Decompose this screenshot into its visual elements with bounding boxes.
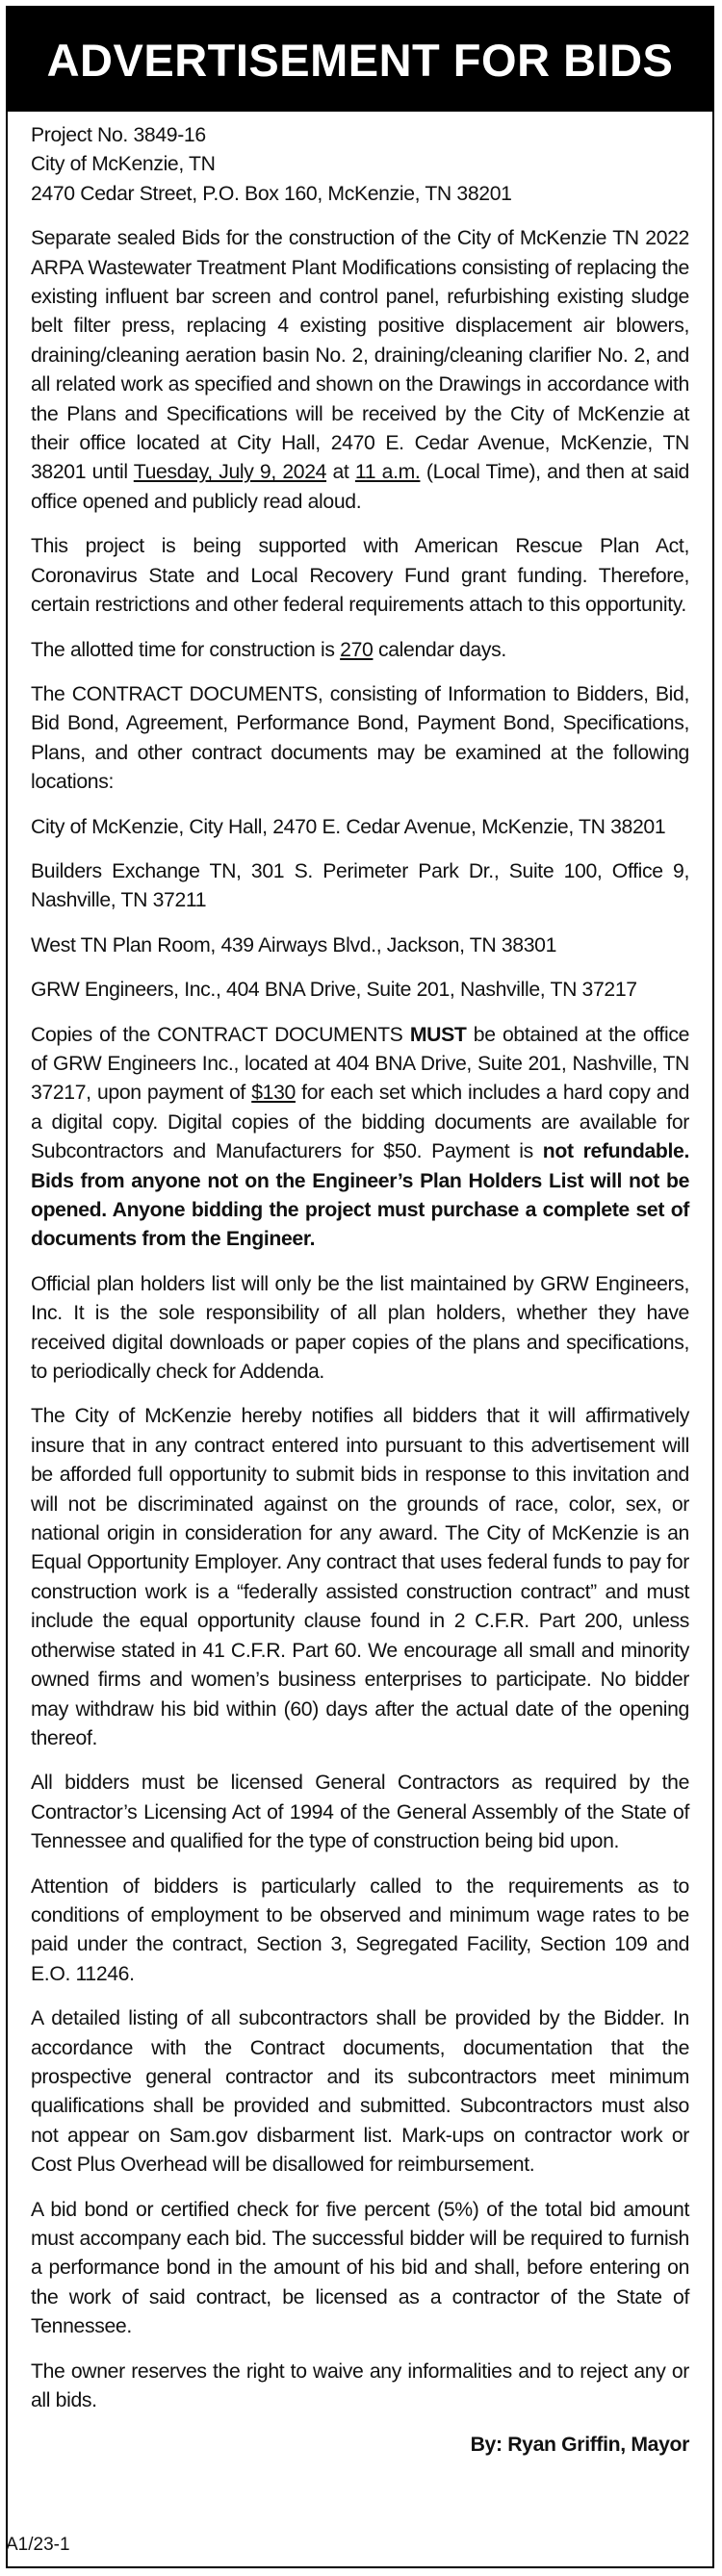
city-name: City of McKenzie, TN: [31, 153, 216, 176]
project-number: Project No. 3849-16: [31, 124, 206, 146]
copies-text: Copies of the CONTRACT DOCUMENTS: [31, 1023, 410, 1046]
paragraph-employment: Attention of bidders is particularly called to the requirements as to conditions of employment to be observed and minimum wage rates to be paid under the contract, Section 3, Segregated Facility, Section 109 and E.O. 11246.: [31, 1875, 689, 1985]
signature: By: Ryan Griffin, Mayor: [470, 2434, 689, 2457]
scope-text-end: (Local Time), and then at said office opened and publicly read aloud.: [31, 461, 689, 513]
allotted-days: 270: [340, 638, 374, 661]
project-header: [31, 121, 689, 209]
paragraph-contract-documents: The CONTRACT DOCUMENTS, consisting of Information to Bidders, Bid, Bid Bond, Agreement, Performance Bond, Payment Bond, Specifications, Plans, and other contract documents may be examined at the following locations:: [31, 682, 689, 794]
scope-text: Separate sealed Bids for the construction of the City of McKenzie TN 2022 ARPA Wastewater Treatment Plant Modifications consisting of replacing the existing influent bar screen and control panel, refurbishing existing sludge belt filter press, replacing 4 existing positive displacement air blowers, draining/cleaning aeration basin No. 2, draining/cleaning clarifier No. 2, and all related work as specified and shown on the Drawings in accordance with the Plans and Specifications will be received by the City of McKenzie at their office located at City Hall, 2470 E. Cedar Avenue, McKenzie, TN 38201 until: [31, 227, 689, 484]
scope-at: at: [326, 461, 355, 484]
allotted-text-end: calendar days.: [373, 638, 506, 661]
paragraph-licensing: All bidders must be licensed General Contractors as required by the Contractor’s Licensing Act of 1994 of the General Assembly of the State of Tennessee and qualified for the type of construction being bid upon.: [31, 1772, 689, 1853]
ad-code: A1/23-1: [6, 2535, 70, 2555]
paragraph-plan-holders: Official plan holders list will only be the list maintained by GRW Engineers, Inc. It is the sole responsibility of all plan holders, whether they have received digital downloads or paper copies of the plans and specifications, to periodically check for Addenda.: [31, 1272, 689, 1384]
city-address: 2470 Cedar Street, P.O. Box 160, McKenzie, TN 38201: [31, 182, 512, 205]
paragraph-subcontractors: A detailed listing of all subcontractors shall be provided by the Bidder. In accordance with the Contract documents, documentation that the prospective general contractor and its subcontractors meet minimum qualifications shall be provided and submitted. Subcontractors must also not appear on Sam.gov disbarment list. Mark-ups on contractor work or Cost Plus Overhead will be disallowed for reimbursement.: [31, 2007, 689, 2177]
paragraph-reservation: The owner reserves the right to waive any informalities and to reject any or all bids.: [31, 2359, 689, 2412]
copies-price: $130: [251, 1082, 296, 1105]
paragraph-bid-bond: A bid bond or certified check for five percent (5%) of the total bid amount must accompany each bid. The successful bidder will be required to furnish a performance bond in the amount of his bid and shall, before entering on the work of said contract, be licensed as a contractor of the State of Tennessee.: [31, 2198, 689, 2338]
location-item: West TN Plan Room, 439 Airways Blvd., Jackson, TN 38301: [31, 933, 557, 956]
allotted-text: The allotted time for construction is: [31, 638, 341, 661]
location-item: Builders Exchange TN, 301 S. Perimeter Park Dr., Suite 100, Office 9, Nashville, TN 37211: [31, 859, 689, 912]
location-item: City of McKenzie, City Hall, 2470 E. Cedar Avenue, McKenzie, TN 38201: [31, 815, 666, 838]
paragraph-allotted-time: [31, 636, 689, 665]
paragraph-scope: [31, 224, 689, 517]
bid-date: Tuesday, July 9, 2024: [133, 461, 327, 484]
copies-text-3: for each set which includes a hard copy and a digital copy. Digital copies of the bidding documents are available for Subcontractors and Manufacturers for $50. Payment is: [31, 1082, 689, 1163]
page-title: ADVERTISEMENT FOR BIDS: [8, 8, 712, 112]
bid-time: 11 a.m.: [354, 461, 421, 484]
paragraph-funding: This project is being supported with American Rescue Plan Act, Coronavirus State and Local Recovery Fund grant funding. Therefore, certain restrictions and other federal requirements attach to this opportunity.: [31, 535, 689, 617]
paragraph-equal-opportunity: The City of McKenzie hereby notifies all bidders that it will affirmatively insure that in any contract entered into pursuant to this advertisement will be afforded full opportunity to submit bids in response to this invitation and will not be discriminated against on the grounds of race, color, sex, or national origin in consideration for any award. The City of McKenzie is an Equal Opportunity Employer. Any contract that uses federal funds to pay for construction work is a “federally assisted construction contract” and must include the equal opportunity clause found in 2 C.F.R. Part 200, unless otherwise stated in 41 C.F.R. Part 60. We encourage all small and minority owned firms and women’s business enterprises to participate. No bidder may withdraw his bid within (60) days after the actual date of the opening thereof.: [31, 1405, 689, 1749]
copies-must: MUST: [409, 1023, 467, 1046]
advertisement-body: [8, 112, 712, 2461]
location-item: GRW Engineers, Inc., 404 BNA Drive, Suite 201, Nashville, TN 37217: [31, 979, 637, 1002]
paragraph-copies: [31, 1021, 689, 1255]
copies-bold-notice: not refundable. Bids from anyone not on the Engineer’s Plan Holders List will not be opened. Anyone bidding the project must purchase a complete set of documents from the Engineer.: [31, 1140, 689, 1251]
copies-text-2: be obtained at the office of GRW Engineers Inc., located at 404 BNA Drive, Suite 201, Nashville, TN 37217, upon payment of: [31, 1023, 689, 1105]
advertisement-frame: [6, 6, 714, 2568]
